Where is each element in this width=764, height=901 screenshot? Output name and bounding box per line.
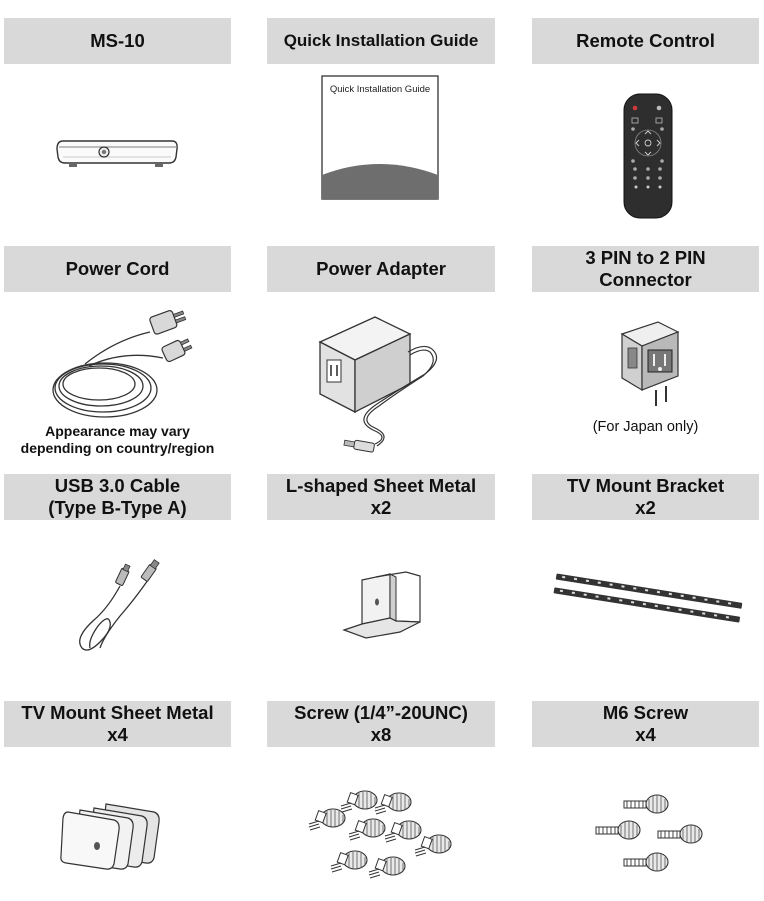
header-qig-line1: Quick Installation Guide	[283, 31, 479, 50]
power-cord-caption	[4, 423, 231, 457]
header-l-sheet-line2: x2	[370, 497, 392, 518]
header-pin-line1: 3 PIN to 2 PIN	[585, 247, 706, 268]
header-ms10-line1: MS-10	[90, 30, 145, 51]
thumb-screw-icon	[305, 780, 455, 895]
power-adapter-icon	[315, 312, 450, 457]
header-screw-line1: Screw (1/4”-20UNC)	[294, 702, 468, 723]
header-l-sheet-metal	[267, 474, 495, 520]
remote-control-icon	[623, 93, 673, 219]
header-screw-line2: x8	[370, 724, 392, 745]
header-power-adapter	[267, 246, 495, 292]
header-pin-connector	[532, 246, 759, 292]
booklet-icon	[321, 75, 439, 200]
usb-cable-icon	[64, 560, 164, 660]
header-power-cord	[4, 246, 231, 292]
header-remote-control	[532, 18, 759, 64]
sheet-plates-icon	[60, 800, 170, 870]
power-cord-caption-line1: Appearance may vary	[45, 423, 190, 439]
header-tv-bracket-line2: x2	[635, 497, 656, 518]
header-tv-bracket-line1: TV Mount Bracket	[566, 475, 725, 496]
header-l-sheet-line1: L-shaped Sheet Metal	[285, 475, 477, 496]
header-m6-line1: M6 Screw	[602, 702, 689, 723]
header-usb-line1: USB 3.0 Cable	[54, 475, 181, 496]
header-pin-line2: Connector	[599, 269, 692, 290]
header-remote-line1: Remote Control	[576, 30, 715, 51]
pin-connector-caption-line1: (For Japan only)	[592, 419, 699, 435]
power-cord-icon	[45, 300, 190, 425]
header-tv-mount-sheet-metal	[4, 701, 231, 747]
header-tv-sheet-line1: TV Mount Sheet Metal	[21, 702, 214, 723]
mount-rail-icon	[549, 578, 745, 630]
header-tv-mount-bracket	[532, 474, 759, 520]
soundbar-device-icon	[55, 135, 180, 175]
header-m6-line2: x4	[635, 724, 656, 745]
header-quick-installation-guide	[267, 18, 495, 64]
header-usb-cable	[4, 474, 231, 520]
header-power-adapter-line1: Power Adapter	[316, 258, 446, 279]
header-usb-line2: (Type B-Type A)	[48, 497, 187, 518]
header-ms10	[4, 18, 231, 64]
header-tv-sheet-line2: x4	[107, 724, 128, 745]
l-bracket-icon	[340, 572, 425, 642]
plug-adapter-icon	[614, 318, 686, 410]
pin-connector-caption	[532, 419, 759, 436]
booklet-title: Quick Installation Guide	[329, 84, 431, 95]
power-cord-caption-line2: depending on country/region	[20, 440, 215, 456]
m6-screw-icon	[585, 786, 705, 886]
header-screw-unc	[267, 701, 495, 747]
header-power-cord-line1: Power Cord	[65, 258, 170, 279]
header-m6-screw	[532, 701, 759, 747]
